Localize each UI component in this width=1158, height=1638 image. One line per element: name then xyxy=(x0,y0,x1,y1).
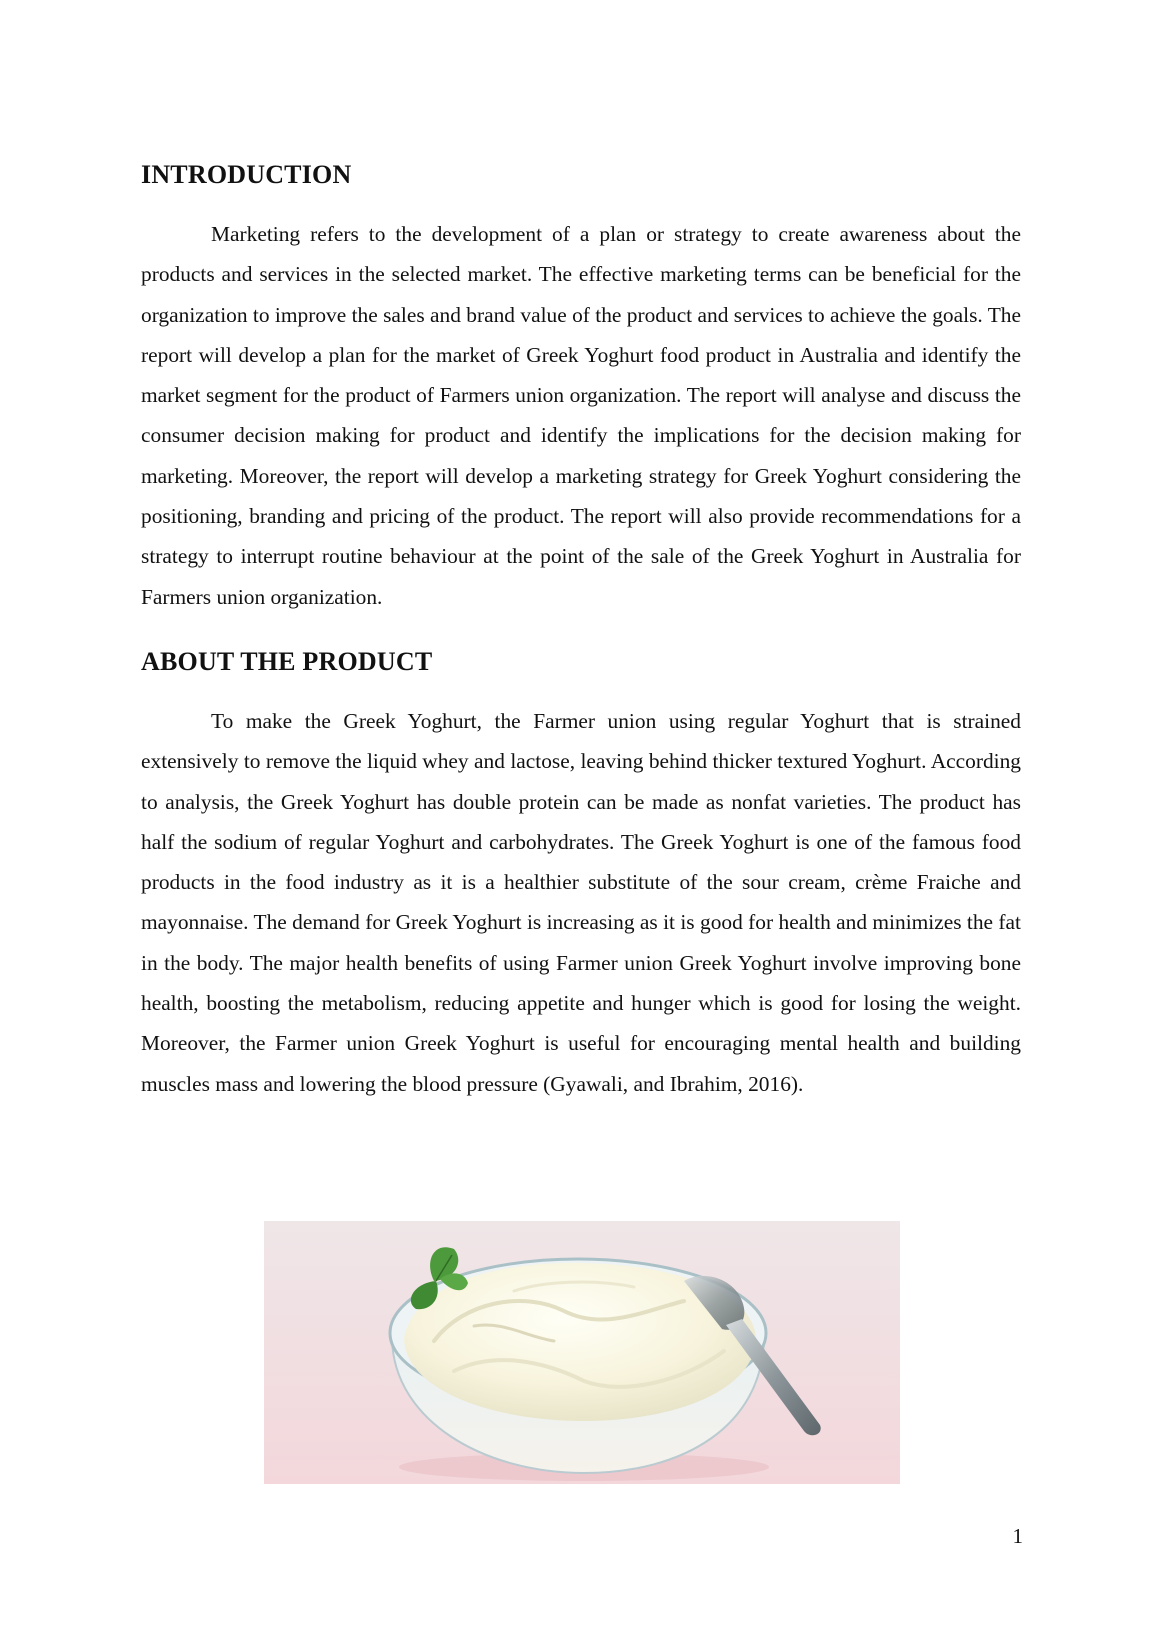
paragraph-introduction: Marketing refers to the development of a plan or strategy to create awareness about the products and services in the selected market. The effective marketing terms can be beneficial for the organization to improve the sales and brand value of the product and services to achieve the goals. The report will develop a plan for the market of Greek Yoghurt food product in Australia and identify the market segment for the product of Farmers union organization. The report will analyse and discuss the consumer decision making for product and identify the implications for the decision making for marketing. Moreover, the report will develop a marketing strategy for Greek Yoghurt considering the positioning, branding and pricing of the product. The report will also provide recommendations for a strategy to interrupt routine behaviour at the point of the sale of the Greek Yoghurt in Australia for Farmers union organization. xyxy=(141,222,1021,609)
paragraph-about-the-product: To make the Greek Yoghurt, the Farmer union using regular Yoghurt that is strained extensively to remove the liquid whey and lactose, leaving behind thicker textured Yoghurt. According to analysis, the Greek Yoghurt has double protein can be made as nonfat varieties. The product has half the sodium of regular Yoghurt and carbohydrates. The Greek Yoghurt is one of the famous food products in the food industry as it is a healthier substitute of the sour cream, crème Fraiche and mayonnaise. The demand for Greek Yoghurt is increasing as it is good for health and minimizes the fat in the body. The major health benefits of using Farmer union Greek Yoghurt involve improving bone health, boosting the metabolism, reducing appetite and hunger which is good for losing the weight. Moreover, the Farmer union Greek Yoghurt is useful for encouraging mental health and building muscles mass and lowering the blood pressure (Gyawali, and Ibrahim, 2016). xyxy=(141,708,1021,1096)
greek-yoghurt-photo xyxy=(264,1221,900,1484)
page-content xyxy=(141,160,1021,1104)
heading-introduction: INTRODUCTION xyxy=(141,160,352,189)
yoghurt-bowl-illustration xyxy=(264,1221,900,1484)
page-number: 1 xyxy=(1012,1524,1023,1548)
heading-about-the-product: ABOUT THE PRODUCT xyxy=(141,646,433,676)
